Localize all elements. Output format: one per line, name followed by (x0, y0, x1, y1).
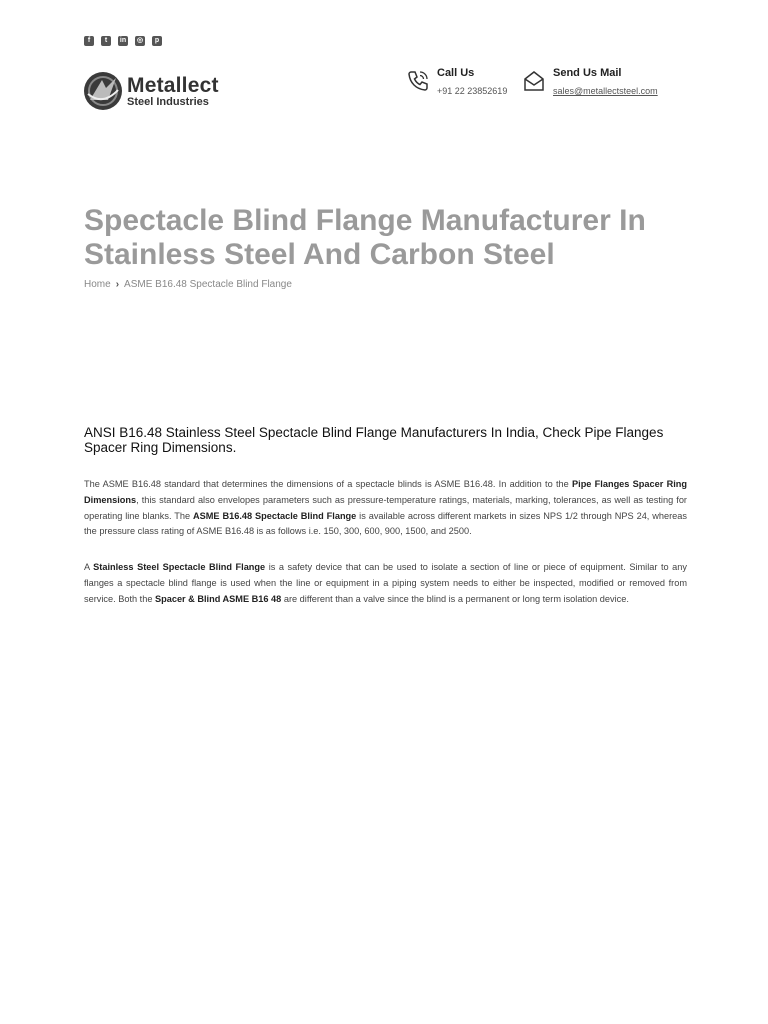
breadcrumb-home[interactable]: Home (84, 279, 111, 290)
pinterest-icon[interactable]: p (152, 36, 162, 46)
phone-number[interactable]: +91 22 23852619 (437, 86, 508, 96)
brand-name: Metallect (127, 73, 219, 97)
breadcrumb (84, 279, 292, 290)
bold-text: Stainless Steel Spectacle Blind Flange (93, 562, 266, 572)
send-mail (522, 67, 658, 96)
facebook-icon[interactable]: f (84, 36, 94, 46)
email-link[interactable]: sales@metallectsteel.com (553, 86, 658, 96)
instagram-icon[interactable]: ◎ (136, 37, 144, 44)
page-title: Spectacle Blind Flange Manufacturer In Stainless Steel And Carbon Steel (84, 204, 646, 271)
bold-text: Pipe Flanges Spacer Ring Dimensions (84, 479, 687, 505)
call-us (406, 67, 507, 96)
mail-icon (522, 69, 546, 93)
text-span: A (84, 562, 94, 572)
description-paragraph (84, 560, 687, 607)
bold-text: ASME B16.48 Spectacle Blind Flange (193, 510, 357, 521)
send-mail-label: Send Us Mail (553, 67, 622, 79)
phone-icon (406, 69, 430, 93)
logo-emblem-icon (82, 70, 124, 112)
text-span: , this standard also envelopes parameters such as pressure-temperature ratings, materials, marking, tolerances, as well as testing for operating line blanks. The (84, 494, 687, 521)
intro-paragraph (84, 477, 687, 540)
chevron-right-icon: › (115, 279, 120, 290)
twitter-icon[interactable]: t (101, 36, 111, 46)
brand-subtitle: Steel Industries (127, 95, 209, 108)
text-span: The ASME B16.48 standard that determines the dimensions of a spectacle blinds is ASME B16.48. In addition to the (84, 479, 573, 489)
text-span: are different than a valve since the blind is a permanent or long term isolation device. (281, 593, 629, 604)
breadcrumb-current: ASME B16.48 Spectacle Blind Flange (124, 279, 292, 290)
text-span: is a safety device that can be used to isolate a section of line or piece of equipment. Similar to any flanges a spectacle blind flange is used when the line or equipment in a piping system needs to either be inspected, modified or removed from service. Both the (84, 562, 687, 604)
bold-text: Spacer & Blind ASME B16 48 (154, 593, 282, 604)
linkedin-icon[interactable]: in (119, 37, 127, 44)
section-heading: ANSI B16.48 Stainless Steel Spectacle Blind Flange Manufacturers In India, Check Pipe Flanges Spacer Ring Dimensions. (84, 425, 664, 455)
social-links (84, 36, 162, 46)
site-logo[interactable] (82, 70, 219, 112)
text-span: is available across different markets in sizes NPS 1/2 through NPS 24, whereas the pressure class rating of ASME B16.48 is as follows i.e. 150, 300, 600, 900, 1500, and 2500. (84, 510, 687, 537)
call-us-label: Call Us (437, 67, 475, 79)
